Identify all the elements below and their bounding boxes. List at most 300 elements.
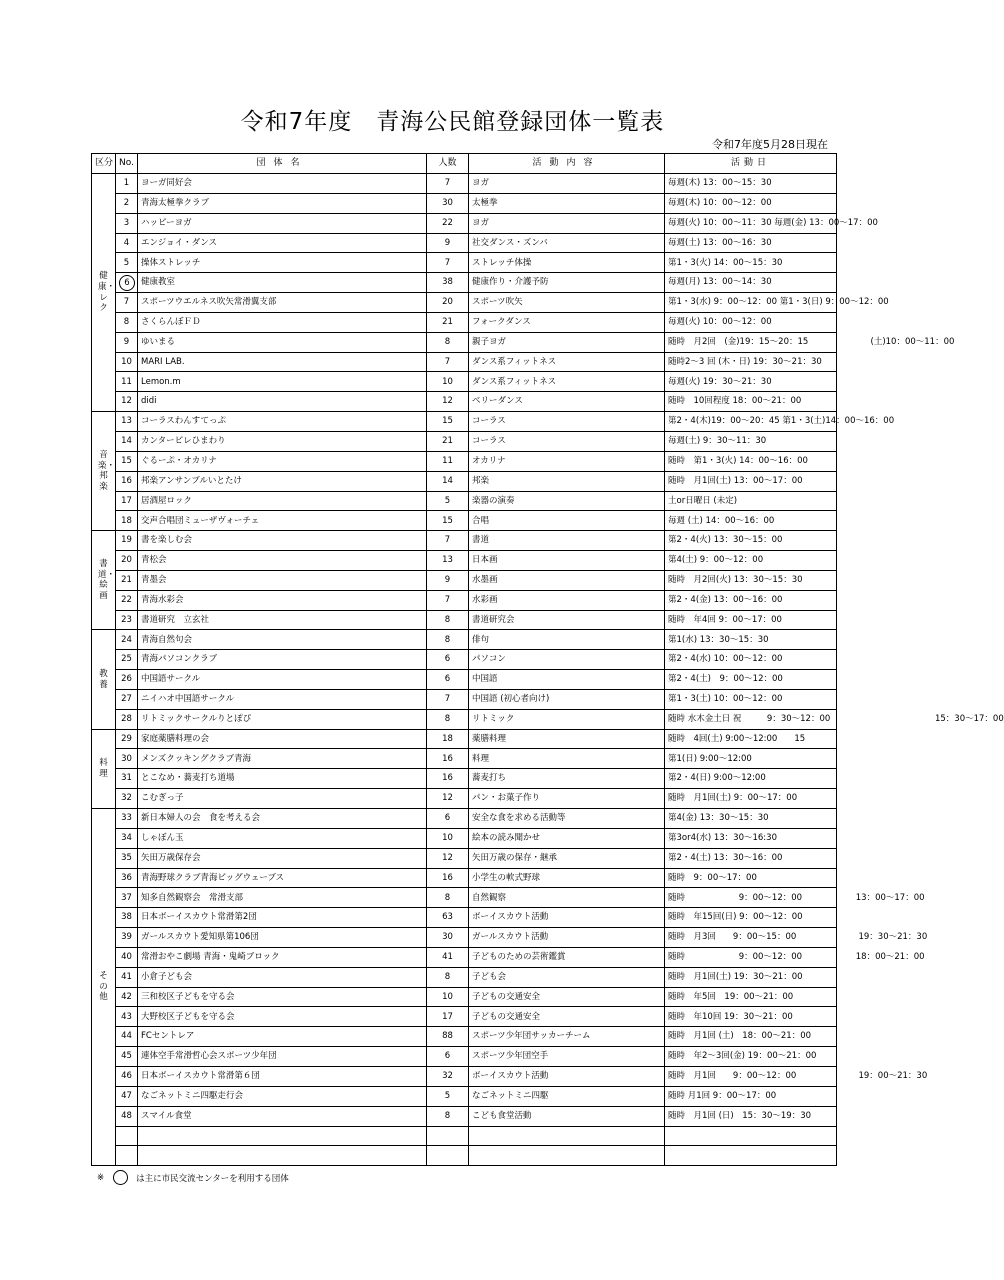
category-cell <box>92 630 116 729</box>
schedule: 第2・4(水) 10：00～12：00 <box>665 650 837 670</box>
category-label: 書道・絵画 <box>98 559 116 601</box>
schedule: 毎週(木) 13：00～15：30 <box>665 174 837 194</box>
member-count: 8 <box>427 888 469 908</box>
row-number <box>116 769 138 789</box>
row-number-text: 32 <box>121 793 132 804</box>
schedule: 随時 年5回 19：00～21：00 <box>665 987 837 1007</box>
member-count: 5 <box>427 491 469 511</box>
group-name: 中国語サークル <box>138 670 427 690</box>
row-number <box>116 1126 138 1146</box>
group-name: 家庭薬膳料理の会 <box>138 729 427 749</box>
table-row <box>92 610 837 630</box>
activity: コーラス <box>469 431 665 451</box>
member-count: 12 <box>427 848 469 868</box>
schedule: 第1(水) 13：30～15：30 <box>665 630 837 650</box>
member-count: 30 <box>427 928 469 948</box>
activity: 太極拳 <box>469 193 665 213</box>
member-count: 7 <box>427 590 469 610</box>
group-name: 交声合唱団ミューザヴォーチェ <box>138 511 427 531</box>
schedule: 随時 9：00～17：00 <box>665 868 837 888</box>
table-row <box>92 213 837 233</box>
schedule: 随時2～3 回 (木・日) 19：30～21：30 <box>665 352 837 372</box>
activity: 俳句 <box>469 630 665 650</box>
table-row <box>92 531 837 551</box>
row-number <box>116 809 138 829</box>
table-row <box>92 412 837 432</box>
row-number <box>116 352 138 372</box>
member-count: 8 <box>427 610 469 630</box>
schedule: 毎週(土) 9：30～11：30 <box>665 431 837 451</box>
activity: パン・お菓子作り <box>469 789 665 809</box>
activity: ガールスカウト活動 <box>469 928 665 948</box>
member-count: 6 <box>427 650 469 670</box>
table-row <box>92 729 837 749</box>
table-row <box>92 1047 837 1067</box>
table-row <box>92 451 837 471</box>
row-number-text: 43 <box>121 1011 132 1022</box>
group-name: 連体空手常滑哲心会スポーツ少年団 <box>138 1047 427 1067</box>
group-name: さくらんぼＦＤ <box>138 312 427 332</box>
row-number-text: 17 <box>121 495 132 506</box>
row-number-text: 3 <box>123 217 130 228</box>
row-number <box>116 431 138 451</box>
member-count: 16 <box>427 868 469 888</box>
row-number-text: 19 <box>121 535 132 546</box>
table-row <box>92 709 837 729</box>
row-number <box>116 511 138 531</box>
activity: 子どもの交通安全 <box>469 987 665 1007</box>
table-row <box>92 431 837 451</box>
group-name: 青海自然句会 <box>138 630 427 650</box>
footnote-text: は主に市民交流センターを利用する団体 <box>136 1173 289 1184</box>
activity: 子どもの交通安全 <box>469 1007 665 1027</box>
row-number-text: 29 <box>121 733 132 744</box>
row-number-text: 47 <box>121 1090 132 1101</box>
group-name: 青海水彩会 <box>138 590 427 610</box>
activity: 子ども会 <box>469 967 665 987</box>
row-number <box>116 670 138 690</box>
table-row <box>92 967 837 987</box>
row-number <box>116 987 138 1007</box>
group-name: 新日本婦人の会 食を考える会 <box>138 809 427 829</box>
row-number <box>116 689 138 709</box>
row-number <box>116 590 138 610</box>
row-number <box>116 1106 138 1126</box>
header-members: 人数 <box>427 154 469 174</box>
activity: こども食堂活動 <box>469 1106 665 1126</box>
activity: 合唱 <box>469 511 665 531</box>
activity: ヨガ <box>469 213 665 233</box>
row-number-text: 37 <box>121 892 132 903</box>
member-count: 12 <box>427 392 469 412</box>
activity: パソコン <box>469 650 665 670</box>
member-count: 7 <box>427 253 469 273</box>
row-number <box>116 412 138 432</box>
activity: 蕎麦打ち <box>469 769 665 789</box>
member-count: 13 <box>427 551 469 571</box>
group-name: 青松会 <box>138 551 427 571</box>
row-number-text: 31 <box>121 773 132 784</box>
table-row <box>92 551 837 571</box>
table-row <box>92 1007 837 1027</box>
activity: オカリナ <box>469 451 665 471</box>
member-count: 21 <box>427 312 469 332</box>
activity: 水墨画 <box>469 570 665 590</box>
table-row <box>92 947 837 967</box>
category-label: 健康・レク <box>98 271 116 314</box>
row-number-text: 34 <box>121 833 132 844</box>
schedule <box>665 1146 837 1166</box>
group-name: 大野校区子どもを守る会 <box>138 1007 427 1027</box>
group-name: 日本ボーイスカウト常滑第2団 <box>138 908 427 928</box>
table-row <box>92 1027 837 1047</box>
row-number-text: 22 <box>121 594 132 605</box>
row-number <box>116 650 138 670</box>
member-count: 16 <box>427 769 469 789</box>
table-row <box>92 491 837 511</box>
member-count: 9 <box>427 233 469 253</box>
schedule: 随時 月1回(土) 9：00～17：00 <box>665 789 837 809</box>
header-name: 団体名 <box>138 154 427 174</box>
group-name: ゆいまる <box>138 332 427 352</box>
category-label: 料理 <box>99 758 108 779</box>
table-row <box>92 174 837 194</box>
group-name: 矢田万歳保存会 <box>138 848 427 868</box>
row-number-text: 14 <box>121 436 132 447</box>
row-number-text: 41 <box>121 971 132 982</box>
schedule: 第2・4(土) 9：00～12：00 <box>665 670 837 690</box>
schedule: 随時 月1回 9：00～17：00 <box>665 1086 837 1106</box>
activity: リトミック <box>469 709 665 729</box>
group-name: ガールスカウト愛知県第106団 <box>138 928 427 948</box>
row-number <box>116 848 138 868</box>
group-name: 青海太極拳クラブ <box>138 193 427 213</box>
activity: ベリーダンス <box>469 392 665 412</box>
group-name: スマイル食堂 <box>138 1106 427 1126</box>
table-row <box>92 769 837 789</box>
group-name: 操体ストレッチ <box>138 253 427 273</box>
member-count: 22 <box>427 213 469 233</box>
group-name: カンターピレひまわり <box>138 431 427 451</box>
activity: 料理 <box>469 749 665 769</box>
member-count: 11 <box>427 451 469 471</box>
row-number-text: 8 <box>123 317 130 328</box>
schedule: 毎週(火) 10：00～12：00 <box>665 312 837 332</box>
row-number <box>116 1007 138 1027</box>
group-name: なごネットミニ四駆走行会 <box>138 1086 427 1106</box>
activity: 中国語 (初心者向け) <box>469 689 665 709</box>
row-number-text: 23 <box>121 614 132 625</box>
activity: ストレッチ体操 <box>469 253 665 273</box>
footnote <box>97 1170 289 1185</box>
row-number <box>116 868 138 888</box>
row-number <box>116 293 138 313</box>
group-name: MARI LAB. <box>138 352 427 372</box>
schedule: 随時 月1回(土) 13：00～17：00 <box>665 471 837 491</box>
member-count: 18 <box>427 729 469 749</box>
table-row <box>92 273 837 293</box>
schedule: 随時 月1回 (土) 18：00～21：00 <box>665 1027 837 1047</box>
table-row <box>92 670 837 690</box>
activity: スポーツ吹矢 <box>469 293 665 313</box>
schedule: 毎週(火) 19：30～21：30 <box>665 372 837 392</box>
table-row <box>92 908 837 928</box>
schedule: 随時 月3回 9：00～15：00 19：30～21：30 <box>665 928 837 948</box>
table-row <box>92 888 837 908</box>
schedule: 随時 水木金土日 祝 9：30～12：00 15：30～17：00 <box>665 709 837 729</box>
schedule: 随時 年15回(日) 9：00～12：00 <box>665 908 837 928</box>
table-row <box>92 471 837 491</box>
table-row <box>92 630 837 650</box>
row-number-text: 39 <box>121 932 132 943</box>
row-number <box>116 749 138 769</box>
row-number <box>116 967 138 987</box>
activity: 絵本の読み聞かせ <box>469 828 665 848</box>
row-number-text: 16 <box>121 475 132 486</box>
row-number-text: 33 <box>121 813 132 824</box>
row-number-text: 15 <box>121 455 132 466</box>
member-count: 7 <box>427 689 469 709</box>
row-number-text: 9 <box>123 336 130 347</box>
schedule: 毎週(月) 13：00～14：30 <box>665 273 837 293</box>
member-count: 30 <box>427 193 469 213</box>
member-count: 8 <box>427 1106 469 1126</box>
row-number-text: 30 <box>121 753 132 764</box>
group-name: ニイハオ中国語サークル <box>138 689 427 709</box>
row-number <box>116 928 138 948</box>
row-number <box>116 213 138 233</box>
row-number <box>116 531 138 551</box>
row-number <box>116 1086 138 1106</box>
table-row <box>92 193 837 213</box>
schedule: 随時 月1回(土) 19：30～21：00 <box>665 967 837 987</box>
row-number <box>116 709 138 729</box>
group-name: 書道研究 立玄社 <box>138 610 427 630</box>
activity: 水彩画 <box>469 590 665 610</box>
schedule: 第2・4(日) 9:00～12:00 <box>665 769 837 789</box>
member-count: 16 <box>427 749 469 769</box>
activity: 親子ヨガ <box>469 332 665 352</box>
table-row <box>92 1086 837 1106</box>
category-cell <box>92 531 116 630</box>
table-header-row <box>92 154 837 174</box>
member-count: 5 <box>427 1086 469 1106</box>
activity: 子どものための芸術鑑賞 <box>469 947 665 967</box>
group-name: エンジョイ・ダンス <box>138 233 427 253</box>
member-count: 8 <box>427 709 469 729</box>
table-row <box>92 392 837 412</box>
group-name: Lemon.m <box>138 372 427 392</box>
activity: 邦楽 <box>469 471 665 491</box>
table-row <box>92 570 837 590</box>
header-activity: 活動内容 <box>469 154 665 174</box>
activity: 社交ダンス・ズンバ <box>469 233 665 253</box>
group-name <box>138 1126 427 1146</box>
row-number-text: 25 <box>121 654 132 665</box>
member-count: 38 <box>427 273 469 293</box>
table-row <box>92 749 837 769</box>
row-number <box>116 193 138 213</box>
group-list-table <box>91 153 1004 1166</box>
row-number <box>116 491 138 511</box>
member-count: 15 <box>427 511 469 531</box>
group-name: 小倉子ども会 <box>138 967 427 987</box>
schedule: 毎週(木) 10：00～12：00 <box>665 193 837 213</box>
table-row <box>92 789 837 809</box>
activity: ヨガ <box>469 174 665 194</box>
member-count: 15 <box>427 412 469 432</box>
group-name <box>138 1146 427 1166</box>
activity: 書道 <box>469 531 665 551</box>
member-count: 8 <box>427 630 469 650</box>
group-name: 居酒屋ロック <box>138 491 427 511</box>
schedule: 随時 9：00～12：00 13：00～17：00 <box>665 888 837 908</box>
activity: ボーイスカウト活動 <box>469 1066 665 1086</box>
schedule: 第2・4(火) 13：30～15：00 <box>665 531 837 551</box>
table-row <box>92 689 837 709</box>
member-count: 9 <box>427 570 469 590</box>
row-number-text: 11 <box>121 376 132 387</box>
table-row <box>92 233 837 253</box>
schedule: 第1・3(火) 14：00～15：30 <box>665 253 837 273</box>
activity: 健康作り・介護予防 <box>469 273 665 293</box>
row-number-text: 2 <box>123 198 130 209</box>
schedule: 第2・4(金) 13：00～16：00 <box>665 590 837 610</box>
schedule: 随時 4回(土) 9:00～12:00 15 <box>665 729 837 749</box>
group-name: ヨーガ同好会 <box>138 174 427 194</box>
member-count <box>427 1146 469 1166</box>
table-row <box>92 928 837 948</box>
row-number-text: 26 <box>121 674 132 685</box>
member-count: 12 <box>427 789 469 809</box>
schedule: 随時 10回程度 18：00～21：00 <box>665 392 837 412</box>
member-count: 14 <box>427 471 469 491</box>
activity: 書道研究会 <box>469 610 665 630</box>
category-label: その他 <box>99 971 108 1003</box>
activity: 矢田万歳の保存・継承 <box>469 848 665 868</box>
row-number-text: 46 <box>121 1071 132 1082</box>
table-row <box>92 848 837 868</box>
group-name: ハッピーヨガ <box>138 213 427 233</box>
schedule: 第1・3(土) 10：00～12：00 <box>665 689 837 709</box>
group-name: とこなめ・蕎麦打ち道場 <box>138 769 427 789</box>
group-name: 日本ボーイスカウト常滑第６団 <box>138 1066 427 1086</box>
row-number-text: 42 <box>121 991 132 1002</box>
row-number <box>116 1146 138 1166</box>
member-count: 10 <box>427 987 469 1007</box>
page-title: 令和7年度 青海公民館登録団体一覧表 <box>240 109 665 135</box>
member-count: 8 <box>427 332 469 352</box>
activity: 楽器の演奏 <box>469 491 665 511</box>
category-cell <box>92 412 116 531</box>
table-row <box>92 293 837 313</box>
circle-legend-icon <box>113 1170 128 1185</box>
member-count: 63 <box>427 908 469 928</box>
activity: 自然観察 <box>469 888 665 908</box>
row-number <box>116 789 138 809</box>
row-number <box>116 372 138 392</box>
group-name: 青海パソコンクラブ <box>138 650 427 670</box>
row-number <box>116 570 138 590</box>
table-row <box>92 511 837 531</box>
activity <box>469 1146 665 1166</box>
group-name: 青墨会 <box>138 570 427 590</box>
row-number-text: 44 <box>121 1031 132 1042</box>
group-name: コーラスわんすてっぷ <box>138 412 427 432</box>
member-count: 21 <box>427 431 469 451</box>
row-number-text: 38 <box>121 912 132 923</box>
activity <box>469 1126 665 1146</box>
activity: 中国語 <box>469 670 665 690</box>
row-number <box>116 392 138 412</box>
row-number-text: 5 <box>123 257 130 268</box>
member-count: 10 <box>427 828 469 848</box>
header-category: 区分 <box>92 154 116 174</box>
group-name: スポーツウエルネス吹矢常滑翼支部 <box>138 293 427 313</box>
table-row <box>92 253 837 273</box>
schedule: 随時 月2回 (金)19：15～20：15 (土)10：00～11：00 <box>665 332 837 352</box>
member-count: 32 <box>427 1066 469 1086</box>
schedule: 第4(金) 13：30～15：30 <box>665 809 837 829</box>
row-number <box>116 174 138 194</box>
row-number-text: 28 <box>121 713 132 724</box>
schedule: 第2・4(木)19：00～20：45 第1・3(土)14：00～16：00 <box>665 412 837 432</box>
row-number <box>116 471 138 491</box>
table-row <box>92 828 837 848</box>
activity: ダンス系フィットネス <box>469 352 665 372</box>
group-name: 知多自然観察会 常滑支部 <box>138 888 427 908</box>
circled-row-number: 6 <box>119 275 135 291</box>
table-row <box>92 868 837 888</box>
table-row <box>92 1066 837 1086</box>
member-count: 7 <box>427 174 469 194</box>
member-count: 8 <box>427 967 469 987</box>
activity: スポーツ少年団空手 <box>469 1047 665 1067</box>
member-count: 20 <box>427 293 469 313</box>
group-name: FCセントレア <box>138 1027 427 1047</box>
schedule: 随時 第1・3(火) 14：00～16：00 <box>665 451 837 471</box>
schedule: 随時 年10回 19：30～21：00 <box>665 1007 837 1027</box>
schedule: 第2・4(土) 13：30～16：00 <box>665 848 837 868</box>
member-count: 6 <box>427 809 469 829</box>
group-name: 邦楽アンサンブルいとたけ <box>138 471 427 491</box>
activity: スポーツ少年団サッカーチーム <box>469 1027 665 1047</box>
table-row <box>92 1106 837 1126</box>
group-name: 書を楽しむ会 <box>138 531 427 551</box>
row-number-text: 24 <box>121 634 132 645</box>
row-number-text: 27 <box>121 694 132 705</box>
group-name: リトミックサークルりとぽぴ <box>138 709 427 729</box>
row-number <box>116 888 138 908</box>
activity: 薬膳料理 <box>469 729 665 749</box>
schedule: 第1・3(水) 9：00～12：00 第1・3(日) 9：00～12：00 <box>665 293 837 313</box>
schedule: 随時 9：00～12：00 18：00～21：00 <box>665 947 837 967</box>
schedule: 随時 月2回(火) 13：30～15：30 <box>665 570 837 590</box>
row-number <box>116 551 138 571</box>
row-number <box>116 312 138 332</box>
row-number-text: 40 <box>121 952 132 963</box>
row-number <box>116 1047 138 1067</box>
row-number-text: 20 <box>121 555 132 566</box>
member-count: 41 <box>427 947 469 967</box>
group-name: didi <box>138 392 427 412</box>
schedule <box>665 1126 837 1146</box>
row-number-text: 35 <box>121 852 132 863</box>
row-number <box>116 610 138 630</box>
table-row <box>92 332 837 352</box>
row-number-text: 7 <box>123 297 130 308</box>
table-row <box>92 987 837 1007</box>
